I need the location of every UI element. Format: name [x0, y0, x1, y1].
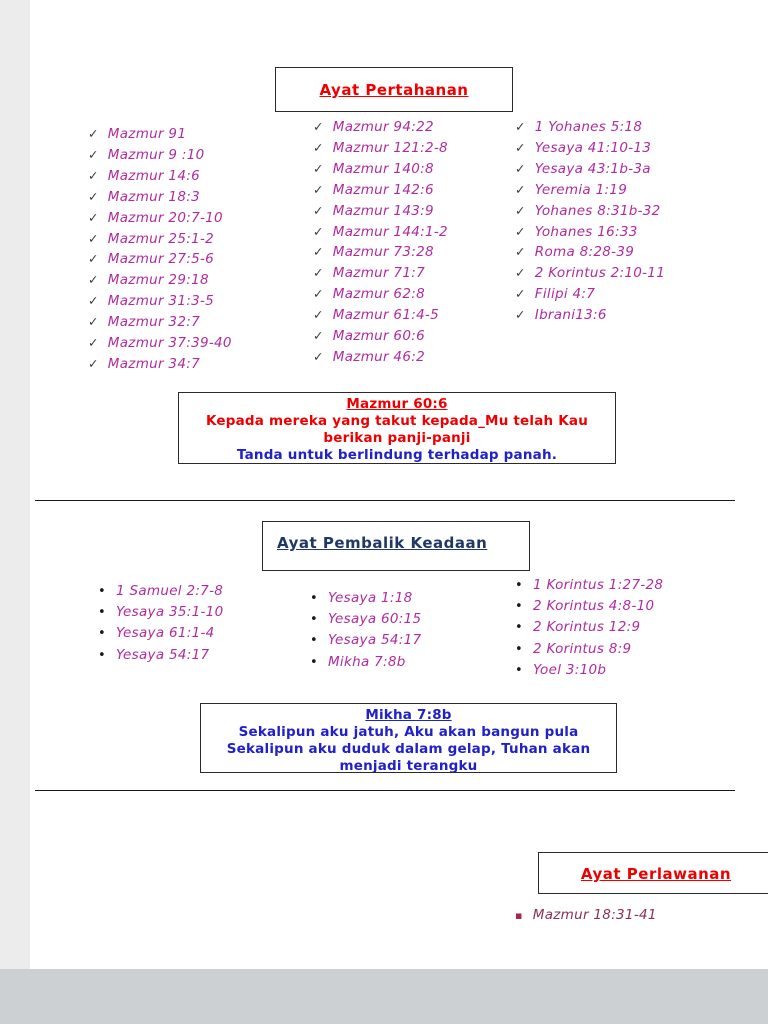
- verse-text: Yesaya 60:15: [327, 611, 422, 628]
- list-item: [310, 652, 421, 673]
- verse-text: Mazmur 20:7-10: [107, 209, 223, 226]
- verse-text: Ibrani13:6: [534, 307, 607, 324]
- verse-text: 2 Korintus 12:9: [532, 619, 641, 636]
- verse-text: Mazmur 91: [107, 126, 187, 142]
- list-item: [88, 208, 232, 229]
- checkmark-icon: ✓: [515, 223, 526, 239]
- verse-text: Mazmur 37:39-40: [107, 335, 232, 352]
- pembalik-column-3: [515, 575, 663, 681]
- checkmark-icon: ✓: [313, 223, 324, 239]
- list-item: [515, 639, 663, 660]
- bullet-icon: •: [515, 641, 523, 657]
- checkmark-icon: ✓: [313, 265, 324, 281]
- verse-text: Mazmur 71:7: [332, 265, 425, 282]
- checkmark-icon: ✓: [88, 126, 99, 141]
- checkmark-icon: ✓: [88, 230, 99, 246]
- checkmark-icon: ✓: [313, 160, 324, 176]
- checkmark-icon: ✓: [88, 209, 99, 225]
- list-item: [313, 138, 448, 159]
- checkmark-icon: ✓: [88, 355, 99, 371]
- checkmark-icon: ✓: [88, 272, 99, 288]
- verse-text: Mazmur 144:1-2: [332, 223, 448, 240]
- list-item: [98, 645, 223, 666]
- bullet-icon: •: [98, 626, 106, 642]
- section-title-box-perlawanan: [538, 852, 768, 894]
- checkmark-icon: ✓: [313, 119, 324, 134]
- checkmark-icon: ✓: [515, 307, 526, 323]
- bullet-icon: •: [98, 584, 106, 599]
- list-item: [88, 312, 232, 333]
- section-title-pertahanan: Ayat Pertahanan: [319, 81, 469, 99]
- quote-line: Sekalipun aku jatuh, Aku akan bangun pula: [238, 724, 579, 740]
- list-item: [310, 630, 421, 651]
- square-bullet-icon: ▪: [515, 909, 523, 922]
- checkmark-icon: ✓: [88, 188, 99, 204]
- checkmark-icon: ✓: [313, 348, 324, 364]
- quote-line: menjadi terangku: [339, 758, 478, 773]
- quote-title: Mazmur 60:6: [346, 396, 448, 412]
- list-item: [313, 263, 448, 284]
- verse-text: Mazmur 27:5-6: [107, 251, 215, 268]
- list-item: [515, 180, 665, 201]
- verse-text: Mazmur 29:18: [107, 272, 209, 289]
- list-item: [313, 201, 448, 222]
- list-item: [515, 138, 665, 159]
- section-title-perlawanan: Ayat Perlawanan: [580, 865, 732, 883]
- section-title-box-pembalik: [262, 521, 530, 571]
- verse-text: Mazmur 142:6: [332, 181, 434, 198]
- checkmark-icon: ✓: [515, 181, 526, 197]
- verse-text: Mazmur 94:22: [332, 119, 434, 135]
- checkmark-icon: ✓: [88, 146, 99, 162]
- checkmark-icon: ✓: [515, 202, 526, 218]
- perlawanan-list: [515, 907, 657, 923]
- document-page: [30, 0, 768, 969]
- list-item: [313, 117, 448, 138]
- list-item: [313, 242, 448, 263]
- quote-line: Sekalipun aku duduk dalam gelap, Tuhan akan: [226, 741, 591, 757]
- list-item: [88, 124, 232, 145]
- verse-text: Yesaya 54:17: [115, 646, 210, 663]
- verse-text: 2 Korintus 2:10-11: [534, 265, 666, 282]
- checkmark-icon: ✓: [313, 286, 324, 302]
- list-item: [88, 270, 232, 291]
- section-title-pembalik: Ayat Pembalik Keadaan: [277, 534, 488, 552]
- bullet-icon: •: [310, 591, 318, 606]
- page-left-margin: [0, 0, 30, 969]
- verse-text: 1 Samuel 2:7-8: [115, 583, 224, 599]
- list-item: [515, 159, 665, 180]
- list-item: [310, 588, 421, 609]
- checkmark-icon: ✓: [515, 265, 526, 281]
- list-item: [515, 222, 665, 243]
- list-item: [515, 596, 663, 617]
- bullet-icon: •: [98, 605, 106, 621]
- list-item: [88, 145, 232, 166]
- verse-text: Yeremia 1:19: [534, 181, 628, 198]
- checkmark-icon: ✓: [313, 244, 324, 260]
- verse-text: Mazmur 32:7: [107, 314, 200, 331]
- verse-text: Mazmur 143:9: [332, 202, 434, 219]
- quote-line: Tanda untuk berlindung terhadap panah.: [236, 447, 558, 463]
- bullet-icon: •: [515, 620, 523, 636]
- verse-text: Mazmur 46:2: [332, 348, 425, 365]
- verse-text: Yoel 3:10b: [532, 661, 607, 678]
- list-item: [515, 305, 665, 326]
- pertahanan-column-1: [88, 124, 232, 375]
- list-item: [515, 201, 665, 222]
- list-item: [515, 617, 663, 638]
- checkmark-icon: ✓: [515, 139, 526, 155]
- checkmark-icon: ✓: [313, 181, 324, 197]
- verse-text: Mazmur 9 :10: [107, 146, 205, 163]
- checkmark-icon: ✓: [88, 167, 99, 183]
- list-item: [515, 117, 665, 138]
- verse-text: Mazmur 31:3-5: [107, 293, 215, 310]
- list-item: [88, 249, 232, 270]
- quote-title: Mikha 7:8b: [365, 707, 452, 723]
- bullet-icon: •: [310, 654, 318, 670]
- list-item: [515, 284, 665, 305]
- verse-text: Mikha 7:8b: [327, 653, 406, 670]
- verse-text: Yesaya 61:1-4: [115, 625, 215, 642]
- pembalik-column-2: [310, 588, 421, 673]
- list-item: [88, 291, 232, 312]
- verse-text: 2 Korintus 8:9: [532, 640, 632, 657]
- checkmark-icon: ✓: [313, 328, 324, 344]
- bullet-icon: •: [310, 612, 318, 628]
- list-item: [88, 333, 232, 354]
- bullet-icon: •: [310, 633, 318, 649]
- verse-text: Yesaya 35:1-10: [115, 604, 224, 621]
- verse-text: 1 Yohanes 5:18: [534, 119, 643, 135]
- list-item: [313, 222, 448, 243]
- verse-text: Yesaya 1:18: [327, 590, 413, 606]
- pertahanan-column-3: [515, 117, 665, 326]
- verse-text: Mazmur 60:6: [332, 328, 425, 345]
- verse-text: Mazmur 62:8: [332, 286, 425, 303]
- list-item: [515, 242, 665, 263]
- quote-box-mikha: [200, 703, 617, 773]
- list-item: [88, 229, 232, 250]
- checkmark-icon: ✓: [88, 251, 99, 267]
- pembalik-column-1: [98, 581, 223, 666]
- quote-line: berikan panji-panji: [323, 430, 471, 446]
- bullet-icon: •: [515, 662, 523, 678]
- bullet-icon: •: [98, 647, 106, 663]
- bullet-icon: •: [515, 578, 523, 593]
- verse-text: Mazmur 18:3: [107, 188, 200, 205]
- checkmark-icon: ✓: [313, 139, 324, 155]
- list-item: [98, 602, 223, 623]
- section-divider: [35, 790, 735, 791]
- list-item: [313, 347, 448, 368]
- list-item: [98, 623, 223, 644]
- verse-text: Mazmur 121:2-8: [332, 139, 448, 156]
- checkmark-icon: ✓: [88, 293, 99, 309]
- checkmark-icon: ✓: [515, 119, 526, 134]
- verse-text: Mazmur 34:7: [107, 355, 200, 372]
- verse-text: 1 Korintus 1:27-28: [532, 577, 664, 593]
- checkmark-icon: ✓: [515, 244, 526, 260]
- checkmark-icon: ✓: [515, 160, 526, 176]
- bullet-icon: •: [515, 599, 523, 615]
- verse-text: Mazmur 18:31-41: [532, 907, 657, 923]
- verse-text: Yesaya 41:10-13: [534, 139, 652, 156]
- list-item: [88, 187, 232, 208]
- section-divider: [35, 500, 735, 501]
- section-title-box-pertahanan: [275, 67, 513, 112]
- verse-text: Yesaya 43:1b-3a: [534, 160, 651, 177]
- verse-text: Yesaya 54:17: [327, 632, 422, 649]
- verse-text: Filipi 4:7: [534, 286, 596, 303]
- list-item: [310, 609, 421, 630]
- quote-line: Kepada mereka yang takut kepada_Mu telah Kau: [205, 413, 589, 429]
- list-item: [88, 166, 232, 187]
- checkmark-icon: ✓: [313, 202, 324, 218]
- verse-text: Mazmur 140:8: [332, 160, 434, 177]
- list-item: [313, 159, 448, 180]
- list-item: [313, 180, 448, 201]
- verse-text: Roma 8:28-39: [534, 244, 635, 261]
- checkmark-icon: ✓: [88, 314, 99, 330]
- list-item: [88, 354, 232, 375]
- verse-text: Mazmur 25:1-2: [107, 230, 215, 247]
- checkmark-icon: ✓: [88, 335, 99, 351]
- list-item: [313, 305, 448, 326]
- pertahanan-column-2: [313, 117, 448, 368]
- verse-text: Mazmur 61:4-5: [332, 307, 440, 324]
- list-item: [515, 263, 665, 284]
- verse-text: 2 Korintus 4:8-10: [532, 598, 655, 615]
- verse-text: Mazmur 14:6: [107, 167, 200, 184]
- checkmark-icon: ✓: [515, 286, 526, 302]
- verse-text: Mazmur 73:28: [332, 244, 434, 261]
- quote-box-mazmur: [178, 392, 616, 464]
- checkmark-icon: ✓: [313, 307, 324, 323]
- verse-text: Yohanes 16:33: [534, 223, 638, 240]
- verse-text: Yohanes 8:31b-32: [534, 202, 661, 219]
- list-item: [313, 326, 448, 347]
- list-item: [313, 284, 448, 305]
- list-item: [515, 575, 663, 596]
- list-item: [515, 660, 663, 681]
- list-item: [98, 581, 223, 602]
